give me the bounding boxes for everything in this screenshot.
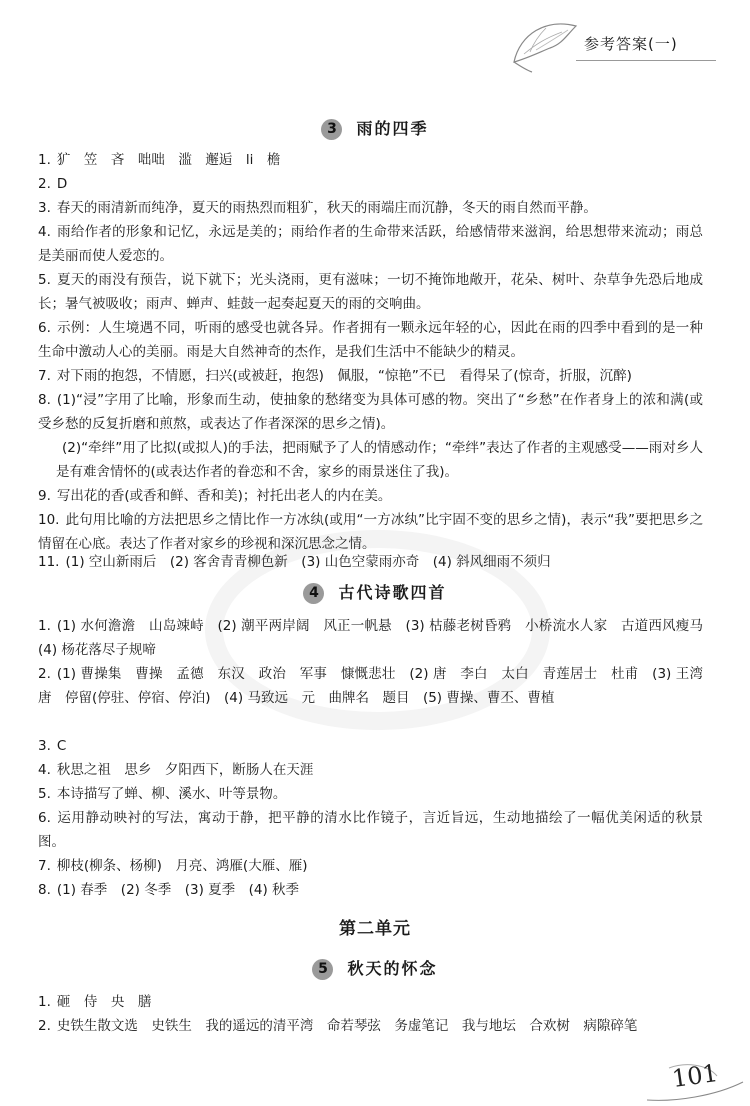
section-title-5 [0,956,750,980]
answer-item: (2)“牵绊”用了比拟(或拟人)的手法，把雨赋予了人的情感动作；“牵绊”表达了作者的主观感受——雨对乡人是有难舍情怀的(或表达作者的眷恋和不舍，家乡的雨景迷住了我)。 [56,440,703,480]
section-title-3 [0,116,750,140]
section-number-badge: 5 [312,959,333,980]
answer-item: 3. C [38,738,67,754]
answer-item: 6. 运用静动映衬的写法，寓动于静，把平静的清水比作镜子，言近旨远，生动地描绘了一幅优美闲适的秋景图。 [38,810,703,850]
answer-item: 1. 砸 侍 央 膳 [38,994,152,1010]
answer-item: 8. (1) 春季 (2) 冬季 (3) 夏季 (4) 秋季 [38,882,300,898]
answer-item: 6. 示例：人生境遇不同，听雨的感受也就各异。作者拥有一颗永远年轻的心，因此在雨的四季中看到的是一种生命中激动人心的美丽。雨是大自然神奇的杰作，是我们生活中不能缺少的精灵。 [38,320,703,360]
answer-item: 11. (1) 空山新雨后 (2) 客舍青青柳色新 (3) 山色空蒙雨亦奇 (4) 斜风细雨不须归 [38,554,551,570]
answer-item: 9. 写出花的香(或香和鲜、香和美)；衬托出老人的内在美。 [38,488,392,504]
answer-item: 7. 柳枝(柳条、杨柳) 月亮、鸿雁(大雁、雁) [38,858,308,874]
answer-item: 7. 对下雨的抱怨，不情愿，扫兴(或被赶，抱怨) 佩服，“惊艳”不已 看得呆了(惊奇，折服，沉醉) [38,368,632,384]
answer-item: 10. 此句用比喻的方法把思乡之情比作一方冰纨(或用“一方冰纨”比宇固不变的思乡之情)，表示“我”要把思乡之情留在心底。表达了作者对家乡的珍视和深沉思念之情。 [38,512,703,552]
answer-item: 3. 春天的雨清新而纯净，夏天的雨热烈而粗犷，秋天的雨端庄而沉静，冬天的雨自然而平静。 [38,200,597,216]
ginkgo-leaf-icon [506,14,586,76]
answer-item: 8. (1)“浸”字用了比喻，形象而生动，使抽象的愁绪变为具体可感的物。突出了“乡愁”在作者身上的浓和满(或受乡愁的反复折磨和煎熬，或表达了作者深深的思乡之情)。 [38,392,703,432]
section-number-badge: 3 [321,119,342,140]
answer-item: 5. 夏天的雨没有预告，说下就下；光头浇雨，更有滋味；一切不掩饰地敞开，花朵、树叶、杂草争先恐后地成长；暑气被吸收；雨声、蝉声、蛙鼓一起奏起夏天的雨的交响曲。 [38,272,703,312]
answer-item: 5. 本诗描写了蝉、柳、溪水、叶等景物。 [38,786,287,802]
answer-item: 2. 史铁生散文选 史铁生 我的遥远的清平湾 命若琴弦 务虚笔记 我与地坛 合欢树 病隙碎笔 [38,1018,638,1034]
answer-item: 4. 秋思之祖 思乡 夕阳西下，断肠人在天涯 [38,762,314,778]
answer-item: 1. (1) 水何澹澹 山岛竦峙 (2) 潮平两岸阔 风正一帆悬 (3) 枯藤老树昏鸦 小桥流水人家 古道西风瘦马 (4) 杨花落尽子规啼 [38,618,717,658]
answer-item: 2. (1) 曹操集 曹操 孟德 东汉 政治 军事 慷慨悲壮 (2) 唐 李白 太白 青莲居士 杜甫 (3) 王湾 唐 停留(停驻、停宿、停泊) (4) 马致远 元 曲牌名 题目 (5) 曹操、曹丕、曹植 [38,666,717,706]
section-title-text: 秋天的怀念 [347,959,438,978]
page-header [486,14,716,74]
page-number: 101 [670,1058,720,1094]
header-title: 参考答案(一) [584,35,678,53]
unit-title: 第二单元 [339,919,411,939]
answer-item: 1. 犷 笠 吝 咄咄 滥 邂逅 li 檐 [38,152,281,168]
section-title-text: 雨的四季 [356,119,429,138]
answer-item: 2. D [38,176,68,192]
section-title-4 [0,580,750,604]
answer-item: 4. 雨给作者的形象和记忆，永远是美的；雨给作者的生命带来活跃，给感情带来滋润，给思想带来流动；雨总是美丽而使人爱恋的。 [38,224,703,264]
header-rule [576,60,716,61]
section-number-badge: 4 [303,583,324,604]
section-title-text: 古代诗歌四首 [338,583,447,602]
